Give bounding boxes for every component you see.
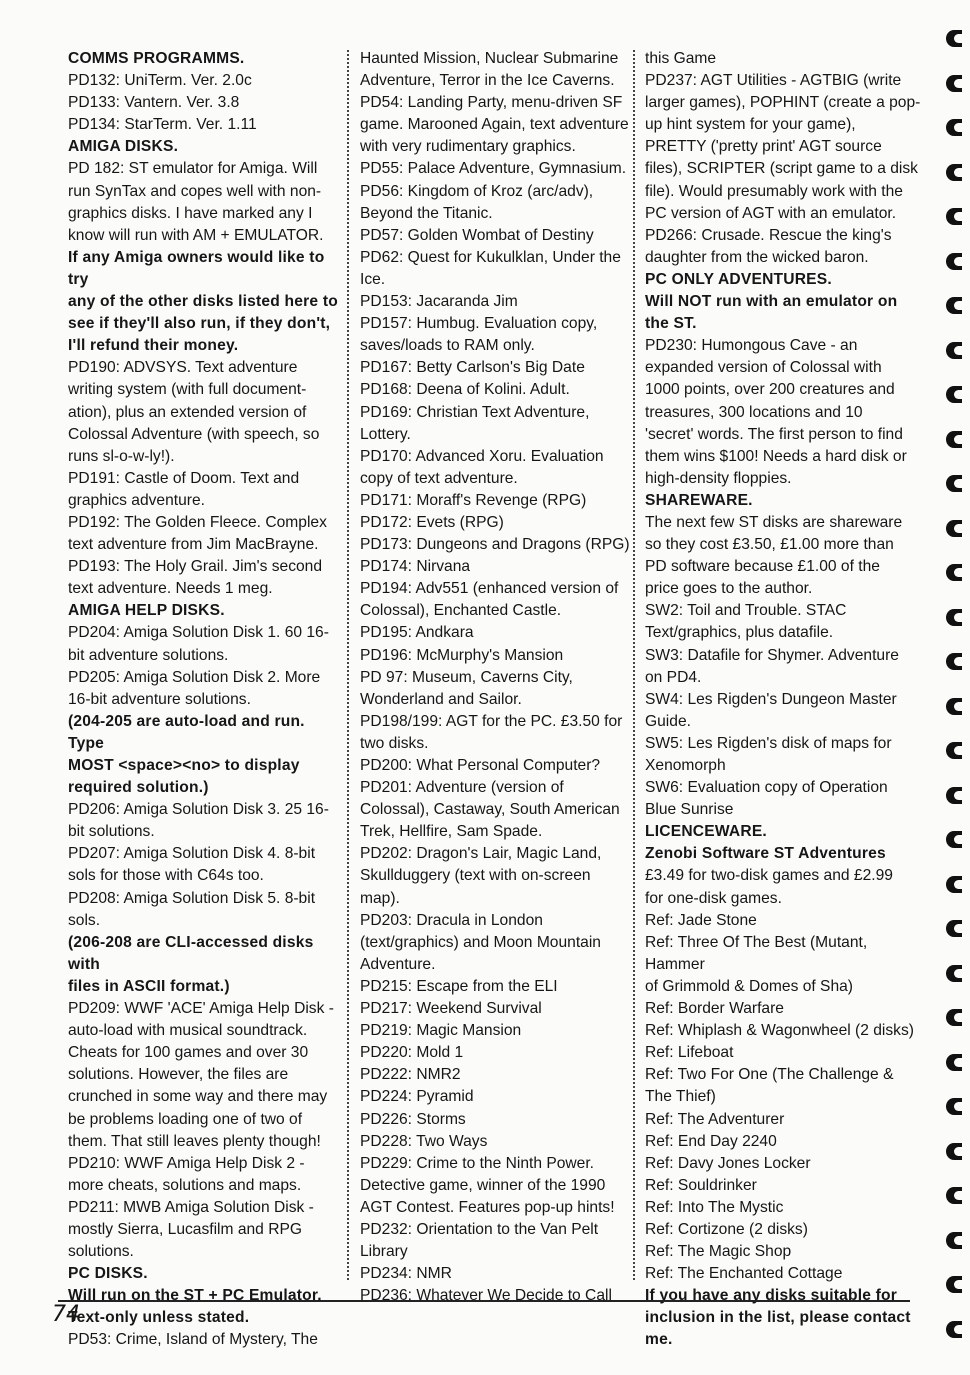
text-line: PD174: Nirvana [360,558,471,576]
text-line: PD56: Kingdom of Kroz (arc/adv), [360,182,594,200]
binder-hole-icon [946,698,962,715]
text-line: PD157: Humbug. Evaluation copy, [360,315,598,333]
text-line: PD191: Castle of Doom. Text and [68,469,300,487]
text-line: AGT Contest. Features pop-up hints! [360,1198,615,1216]
text-line: PD53: Crime, Island of Mystery, The [68,1331,318,1349]
text-line: Detective game, winner of the 1990 [360,1176,606,1194]
text-line: with very rudimentary graphics. [360,138,576,156]
text-line: PD236: Whatever We Decide to Call [360,1287,612,1305]
text-line: PC version of AGT with an emulator. [645,204,897,222]
text-line: run SynTax and copes well with non- [68,182,322,200]
text-line: Beyond the Titanic. [360,204,493,222]
text-line: Lottery. [360,425,411,443]
text-line: solutions. [68,1243,134,1261]
text-line: map). [360,889,400,907]
text-line: high-density floppies. [645,469,792,487]
heading-line: AMIGA DISKS. [68,138,179,156]
text-line: sols. [68,911,101,929]
text-line: PD170: Advanced Xoru. Evaluation [360,447,604,465]
text-line: PD192: The Golden Fleece. Complex [68,513,327,531]
binder-hole-icon [946,1187,962,1204]
heading-line: SHAREWARE. [645,491,753,509]
text-line: bit adventure solutions. [68,646,229,664]
heading-line: (204-205 are auto-load and run. Type [68,712,305,752]
text-line: on PD4. [645,668,702,686]
text-line: sols for those with C64s too. [68,867,264,885]
text-line: PD57: Golden Wombat of Destiny [360,226,594,244]
binder-hole-icon [946,1098,962,1115]
binder-hole-icon [946,831,962,848]
text-line: PD234: NMR [360,1265,452,1283]
text-line: PD210: WWF Amiga Help Disk 2 - [68,1154,305,1172]
text-line: Ref: Cortizone (2 disks) [645,1220,808,1238]
binder-hole-icon [946,742,962,759]
text-line: Blue Sunrise [645,801,734,819]
heading-line: (206-208 are CLI-accessed disks with [68,933,314,973]
text-line: PD220: Mold 1 [360,1044,464,1062]
text-line: PD232: Orientation to the Van Pelt [360,1220,599,1238]
text-line: PD193: The Holy Grail. Jim's second [68,558,323,576]
text-line: two disks. [360,734,429,752]
text-line: more cheats, solutions and maps. [68,1176,302,1194]
text-line: Colossal), Enchanted Castle. [360,602,562,620]
text-line: daughter from the wicked baron. [645,248,869,266]
text-line: Guide. [645,712,691,730]
text-line: for one-disk games. [645,889,782,907]
text-line: Ref: Jade Stone [645,911,757,929]
text-line: PD 182: ST emulator for Amiga. Will [68,160,318,178]
text-line: Ref: Border Warfare [645,1000,784,1018]
text-line: PD198/199: AGT for the PC. £3.50 for [360,712,623,730]
text-line: mostly Sierra, Lucasfilm and RPG [68,1220,302,1238]
text-line: PD194: Adv551 (enhanced version of [360,580,619,598]
text-line: PD203: Dracula in London [360,911,543,929]
heading-line: required solution.) [68,779,209,797]
text-line: Ref: End Day 2240 [645,1132,777,1150]
text-line: SW4: Les Rigden's Dungeon Master [645,690,897,708]
text-line: 16-bit adventure solutions. [68,690,251,708]
binder-hole-icon [946,653,962,670]
text-line: PD software because £1.00 of the [645,558,880,576]
text-line: them wins $100! Needs a hard disk or [645,447,907,465]
text-line: auto-load with musical soundtrack. [68,1022,308,1040]
text-line: SW3: Datafile for Shymer. Adventure [645,646,899,664]
text-line: Ref: Two For One (The Challenge & [645,1066,894,1084]
text-line: graphics adventure. [68,491,205,509]
text-line: know will run with AM + EMULATOR. [68,226,324,244]
text-line: Ref: The Magic Shop [645,1243,792,1261]
text-line: graphics disks. I have marked any I [68,204,313,222]
text-line: SW6: Evaluation copy of Operation [645,779,888,797]
binder-hole-icon [946,342,962,359]
heading-line: AMIGA HELP DISKS. [68,602,225,620]
text-line: Adventure. [360,955,436,973]
text-line: so they cost £3.50, £1.00 more than [645,536,894,554]
text-line: The Thief) [645,1088,716,1106]
column-3 [645,48,925,1352]
binder-hole-icon [946,965,962,982]
text-line: PD230: Humongous Cave - an [645,337,858,355]
text-line: PRETTY ('pretty print' AGT source [645,138,882,156]
text-line: PD134: StarTerm. Ver. 1.11 [68,116,257,134]
text-line: expanded version of Colossal with [645,359,882,377]
text-line: PD133: Vantern. Ver. 3.8 [68,94,240,112]
binder-hole-icon [946,609,962,626]
heading-line: Zenobi Software ST Adventures [645,845,886,863]
text-line: treasures, 300 locations and 10 [645,403,863,421]
binder-hole-icon [946,520,962,537]
heading-line: Will NOT run with an emulator on the ST. [645,293,898,333]
text-line: writing system (with full document- [68,381,307,399]
binder-hole-icon [946,431,962,448]
text-line: PD205: Amiga Solution Disk 2. More [68,668,321,686]
binder-hole-icon [946,297,962,314]
binder-hole-icon [946,119,962,136]
text-line: game. Marooned Again, text adventure [360,116,629,134]
text-line: larger games), POPHINT (create a pop- [645,94,921,112]
text-line: up hint system for your game), [645,116,856,134]
text-line: PD209: WWF 'ACE' Amiga Help Disk - [68,1000,334,1018]
heading-line: I'll refund their money. [68,337,239,355]
text-line: Colossal Adventure (with speech, so [68,425,320,443]
text-line: text adventure. Needs 1 meg. [68,580,273,598]
binder-hole-icon [946,1009,962,1026]
text-line: Skullduggery (text with on-screen [360,867,591,885]
text-line: PD226: Storms [360,1110,466,1128]
text-line: Text/graphics, plus datafile. [645,624,834,642]
text-line: 'secret' words. The first person to find [645,425,903,443]
text-line: files), SCRIPTER (script game to a disk [645,160,918,178]
text-line: price goes to the author. [645,580,813,598]
heading-line: If any Amiga owners would like to try [68,248,325,288]
text-line: PD62: Quest for Kukulklan, Under the Ice. [360,248,621,288]
text-line: Ref: The Enchanted Cottage [645,1265,843,1283]
text-line: Ref: Whiplash & Wagonwheel (2 disks) [645,1022,914,1040]
text-line: PD215: Escape from the ELI [360,977,558,995]
binder-hole-icon [946,1054,962,1071]
text-line: PD173: Dungeons and Dragons (RPG) [360,536,630,554]
text-line: PD172: Evets (RPG) [360,513,504,531]
heading-line: Text-only unless stated. [68,1309,250,1327]
text-line: SW2: Toil and Trouble. STAC [645,602,847,620]
text-line: PD204: Amiga Solution Disk 1. 60 16- [68,624,329,642]
binder-hole-icon [946,253,962,270]
text-line: PD200: What Personal Computer? [360,757,601,774]
heading-line: If you have any disks suitable for [645,1287,898,1305]
text-line: PD208: Amiga Solution Disk 5. 8-bit [68,889,316,907]
binder-hole-icon [946,1276,962,1293]
text-line: PD169: Christian Text Adventure, [360,403,590,421]
text-line: PD54: Landing Party, menu-driven SF [360,94,623,112]
binder-hole-icon [946,1143,962,1160]
text-line: PD190: ADVSYS. Text adventure [68,359,298,377]
binder-hole-icon [946,475,962,492]
text-line: solutions. However, the files are [68,1066,289,1084]
text-line: PD171: Moraff's Revenge (RPG) [360,491,587,509]
footer-rule [58,1300,910,1302]
text-line: 1000 points, over 200 creatures and [645,381,895,399]
binder-hole-icon [946,564,962,581]
text-line: Ref: Three Of The Best (Mutant, Hammer [645,933,868,973]
binder-hole-icon [946,30,962,47]
text-line: PD219: Magic Mansion [360,1022,522,1040]
heading-line: Will run on the ST + PC Emulator. [68,1287,322,1305]
text-line: PD132: UniTerm. Ver. 2.0c [68,72,252,90]
text-line: PD237: AGT Utilities - AGTBIG (write [645,72,902,90]
binder-hole-icon [946,876,962,893]
text-line: PD 97: Museum, Caverns City, [360,668,573,686]
text-line: Xenomorph [645,757,726,774]
text-line: PD211: MWB Amiga Solution Disk - [68,1198,314,1216]
text-line: Trek, Hellfire, Sam Spade. [360,823,543,841]
text-line: PD222: NMR2 [360,1066,461,1084]
heading-line: inclusion in the list, please contact me. [645,1309,911,1349]
text-line: bit solutions. [68,823,155,841]
text-line: Ref: Lifeboat [645,1044,734,1062]
text-line: PD201: Adventure (version of [360,779,564,797]
text-line: PD266: Crusade. Rescue the king's [645,226,892,244]
heading-line: COMMS PROGRAMMS. [68,50,245,67]
heading-line: PC ONLY ADVENTURES. [645,270,832,288]
page-number: 74 [52,1302,80,1327]
text-line: (text/graphics) and Moon Mountain [360,933,601,951]
binder-hole-icon [946,1232,962,1249]
text-line: PD195: Andkara [360,624,474,642]
binder-holes [938,20,970,1360]
heading-line: files in ASCII format.) [68,977,230,995]
text-line: PD229: Crime to the Ninth Power. [360,1154,595,1172]
binder-hole-icon [946,164,962,181]
text-line: PD206: Amiga Solution Disk 3. 25 16- [68,801,329,819]
text-line: PD153: Jacaranda Jim [360,293,518,311]
text-line: PD167: Betty Carlson's Big Date [360,359,585,377]
text-line: SW5: Les Rigden's disk of maps for [645,734,892,752]
binder-hole-icon [946,75,962,92]
text-line: saves/loads to RAM only. [360,337,535,355]
text-line: this Game [645,50,717,67]
text-line: runs sl-o-w-ly!). [68,447,175,465]
text-line: Ref: The Adventurer [645,1110,785,1128]
column-divider [633,50,635,1280]
text-line: PD228: Two Ways [360,1132,488,1150]
text-line: copy of text adventure. [360,469,518,487]
text-line: PD196: McMurphy's Mansion [360,646,564,664]
text-line: PD55: Palace Adventure, Gymnasium. [360,160,627,178]
column-divider [347,50,349,1280]
text-line: them. That still leaves plenty though! [68,1132,321,1150]
text-line: PD202: Dragon's Lair, Magic Land, [360,845,602,863]
heading-line: see if they'll also run, if they don't, [68,315,331,333]
text-line: file). Would presumably work with the [645,182,903,200]
text-line: be problems loading one of two of [68,1110,303,1128]
text-line: Wonderland and Sailor. [360,690,522,708]
text-line: Adventure, Terror in the Ice Caverns. [360,72,615,90]
text-line: Ref: Souldrinker [645,1176,757,1194]
column-2 [360,48,630,1307]
binder-hole-icon [946,208,962,225]
text-line: Colossal), Castaway, South American [360,801,620,819]
text-line: Library [360,1243,408,1261]
text-line: Ref: Into The Mystic [645,1198,784,1216]
column-1 [68,48,340,1352]
text-line: Cheats for 100 games and over 30 [68,1044,309,1062]
text-line: Haunted Mission, Nuclear Submarine [360,50,619,67]
text-line: PD217: Weekend Survival [360,1000,542,1018]
heading-line: LICENCEWARE. [645,823,767,841]
text-line: of Grimmold & Domes of Sha) [645,977,853,995]
heading-line: any of the other disks listed here to [68,293,338,311]
binder-hole-icon [946,787,962,804]
text-line: text adventure from Jim MacBrayne. [68,536,319,554]
text-line: Ref: Davy Jones Locker [645,1154,811,1172]
heading-line: PC DISKS. [68,1265,148,1283]
binder-hole-icon [946,386,962,403]
text-line: PD168: Deena of Kolini. Adult. [360,381,570,399]
text-line: ation), plus an extended version of [68,403,307,421]
heading-line: MOST <space><no> to display [68,757,300,774]
text-line: crunched in some way and there may [68,1088,328,1106]
text-line: The next few ST disks are shareware [645,513,903,531]
text-line: PD224: Pyramid [360,1088,474,1106]
text-line: £3.49 for two-disk games and £2.99 [645,867,893,885]
text-line: PD207: Amiga Solution Disk 4. 8-bit [68,845,316,863]
binder-hole-icon [946,1321,962,1338]
binder-hole-icon [946,920,962,937]
